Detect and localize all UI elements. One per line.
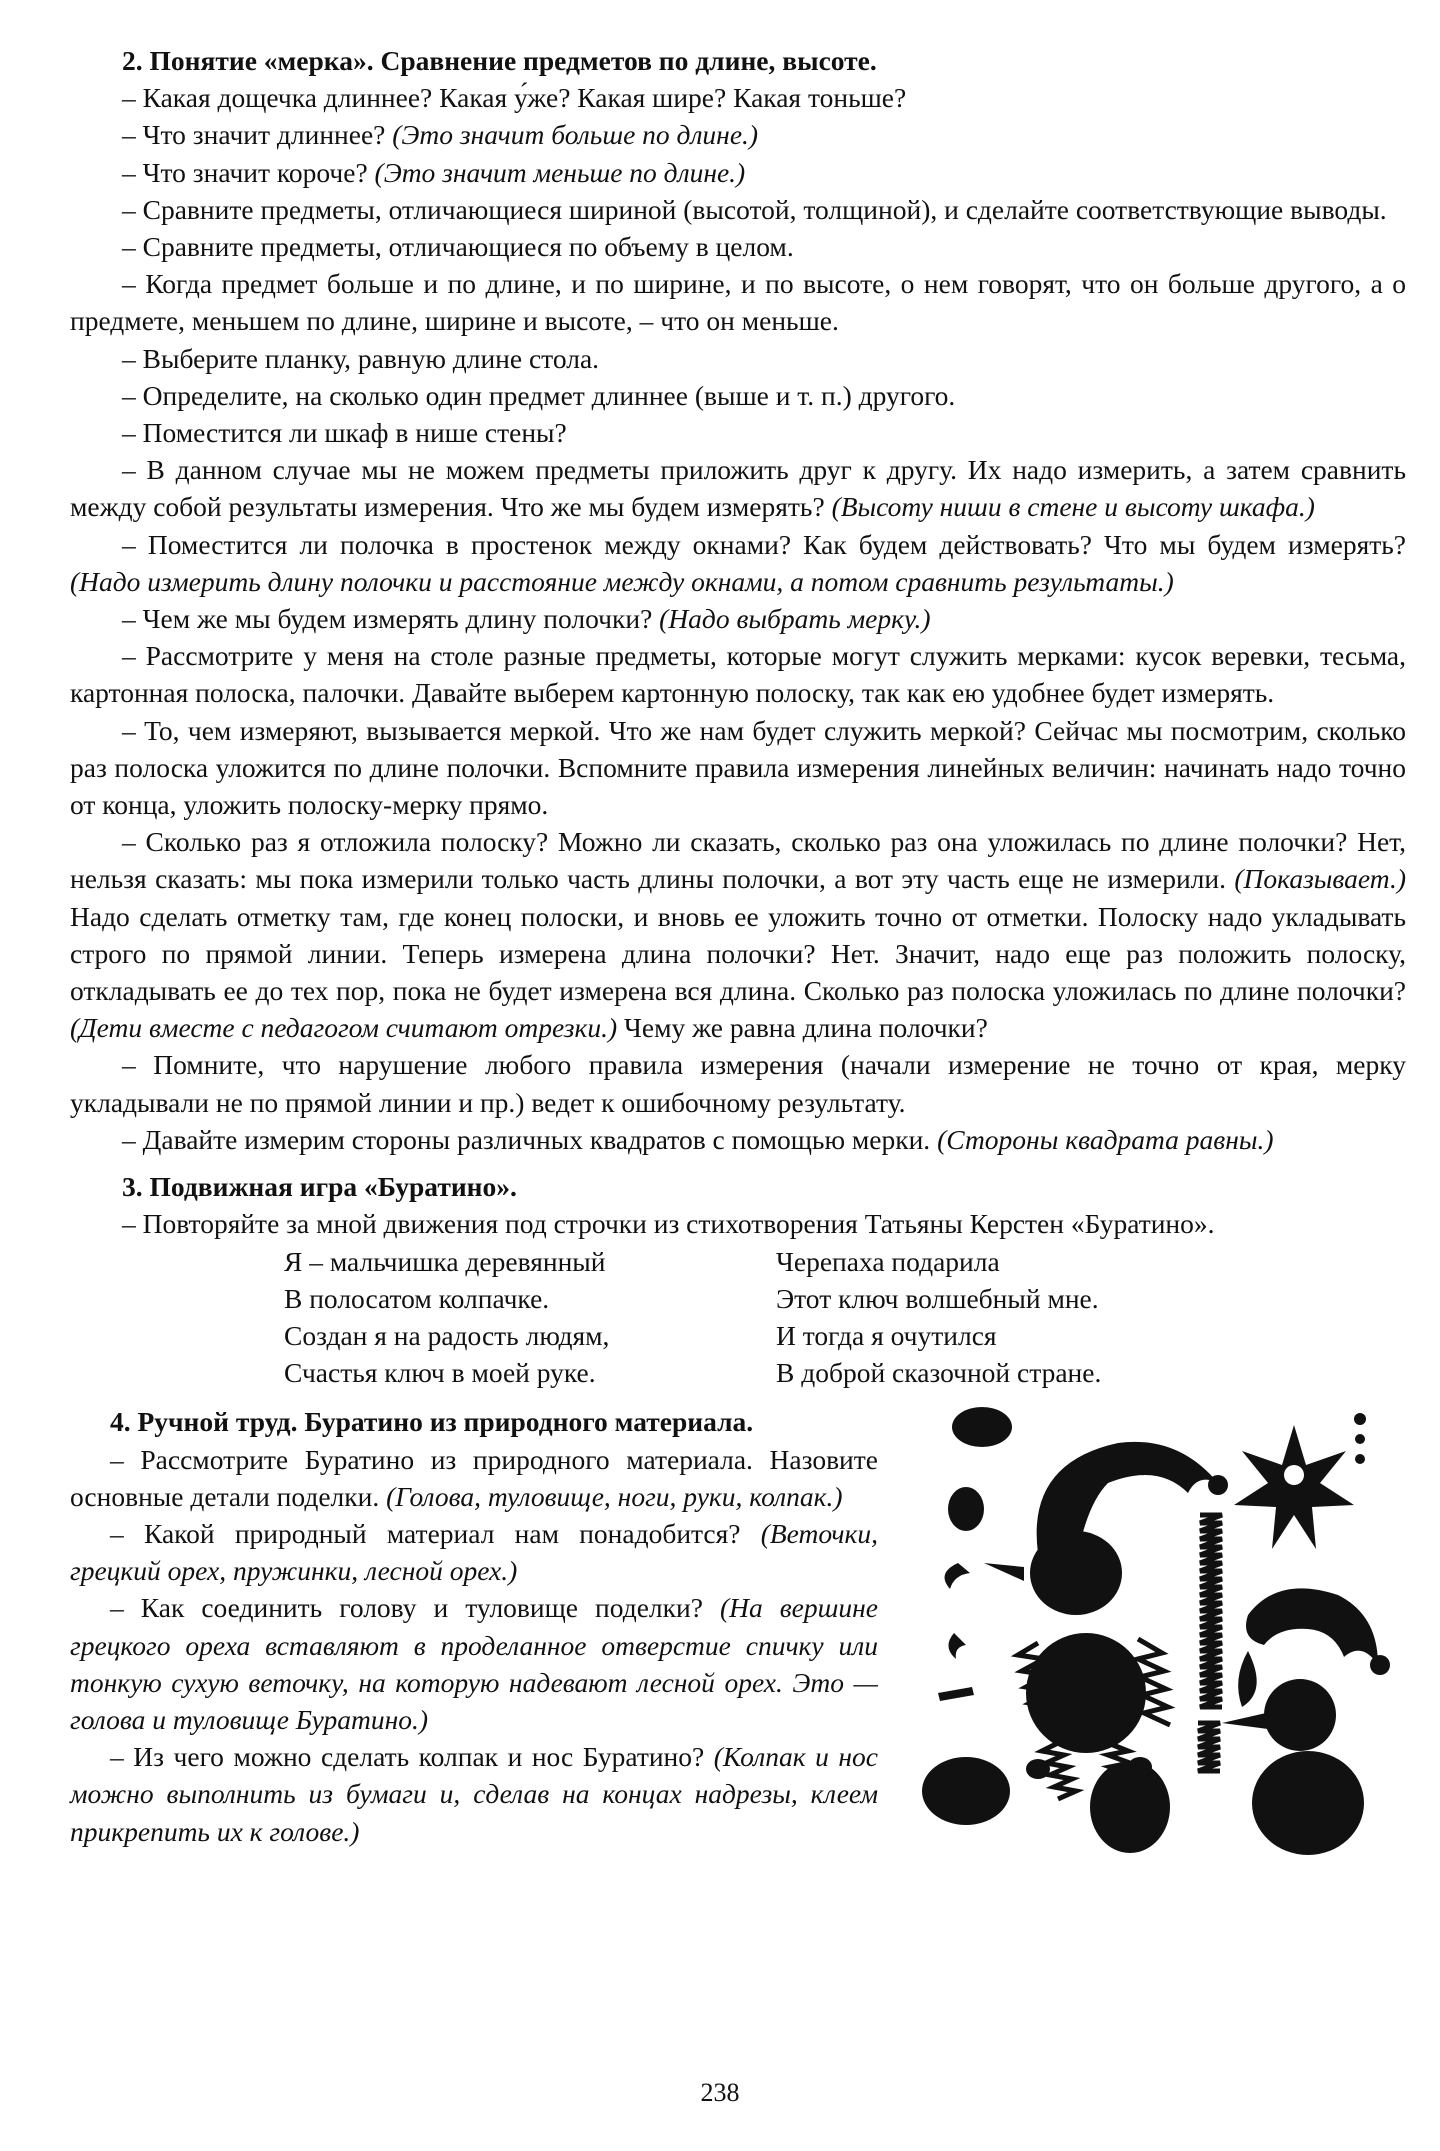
- paragraph: [70, 526, 1406, 600]
- cap-tip: [1370, 1655, 1390, 1675]
- paragraph: [70, 116, 1406, 153]
- paragraph: [70, 1441, 878, 1515]
- paragraph-text: – Давайте измерим стороны различных квадратов с помощью мерки.: [122, 1123, 938, 1155]
- paragraph: [70, 377, 1406, 414]
- cap-brim: [1238, 1651, 1257, 1707]
- star-center: [1284, 1465, 1304, 1485]
- paragraph: [70, 191, 1406, 228]
- paragraph-text: – Рассмотрите Буратино из природного материала. Назовите основные детали поделки.: [70, 1443, 878, 1512]
- paragraph-text: – Сравните предметы, отличающиеся по объему в целом.: [122, 231, 794, 263]
- paragraph-text: – Какой природный материал нам понадобится?: [110, 1517, 761, 1549]
- nose-part: [1222, 1713, 1268, 1729]
- paragraph-note: (Веточки, грецкий орех, пружинки, лесной орех.): [70, 1517, 878, 1587]
- paragraph: [70, 451, 1406, 525]
- paragraph: [70, 637, 1406, 711]
- poem-line: В доброй сказочной стране.: [776, 1357, 1102, 1389]
- paragraph-text: Чему же равна длина полочки?: [617, 1012, 988, 1044]
- paragraph-text: – Рассмотрите у меня на столе разные предметы, которые могут служить мерками: кусок веревки, тесьма, картонная полоска, палочки. Давайте выберем картонную полоску, так как ею удобнее будет измерять.: [70, 640, 1406, 709]
- paragraph-text: – Какая дощечка длиннее? Какая у́же? Какая шире? Какая тоньше?: [122, 82, 907, 114]
- page-number: 238: [700, 2078, 740, 2107]
- section-4-heading: 4. Ручной труд. Буратино из природного материала.: [110, 1406, 754, 1438]
- paragraph-text: – В данном случае мы не можем предметы приложить друг к другу. Их надо измерить, а затем сравнить между собой результаты измерения. Что же мы будем измерять?: [70, 454, 1406, 523]
- cap-part: [1246, 1589, 1378, 1666]
- paragraph-note: (На вершине грецкого ореха вставляют в проделанное отверстие спичку или тонкую сухую веточку, на которую надевают лесной орех. Это — голова и туловище Буратино.): [70, 1592, 878, 1735]
- nose-part: [948, 1633, 966, 1659]
- walnut-part: [1252, 1751, 1364, 1855]
- paragraph-text: – Как соединить голову и туловище поделки?: [110, 1592, 720, 1624]
- paragraph-text: – Определите, на сколько один предмет длиннее (выше и т. п.) другого.: [122, 379, 956, 411]
- buratino-figure: [918, 1403, 1398, 1889]
- cap-tip: [1208, 1475, 1228, 1495]
- section-2-tail: [70, 1046, 1406, 1158]
- paragraph-note: (Это значит меньше по длине.): [374, 156, 746, 188]
- paragraph: [70, 1589, 878, 1738]
- paragraph-text: – Когда предмет больше и по длине, и по ширине, и по высоте, о нем говорят, что он больше другого, а о предмете, меньшем по длине, ширине и высоте, – что он меньше.: [70, 268, 1406, 337]
- paragraph-note: (Дети вместе с педагогом считают отрезки.): [70, 1012, 618, 1044]
- section-4-text: [70, 1403, 878, 1889]
- paragraph-text: – Выберите планку, равную длине стола.: [122, 342, 600, 374]
- paragraph-text: – Что значит короче?: [122, 156, 375, 188]
- paragraph: [70, 414, 1406, 451]
- page-content: [70, 42, 1406, 1889]
- paragraph: [70, 712, 1406, 824]
- buratino-illustration: [918, 1403, 1398, 1889]
- section-3-heading: 3. Подвижная игра «Буратино».: [122, 1171, 517, 1203]
- section-2-heading: 2. Понятие «мерка». Сравнение предметов по длине, высоте.: [122, 45, 877, 76]
- hazelnut-part: [948, 1487, 984, 1531]
- paragraph-text: – Чем же мы будем измерять длину полочки?: [122, 603, 660, 635]
- paragraph-text: – Что значит длиннее?: [122, 119, 393, 151]
- cap-part: [945, 1563, 970, 1589]
- paragraph-note: (Надо выбрать мерку.): [659, 603, 931, 635]
- paragraph: [70, 600, 1406, 637]
- dot: [1354, 1413, 1366, 1425]
- poem-line: Этот ключ волшебный мне.: [776, 1282, 1099, 1314]
- paragraph: [70, 1121, 1406, 1158]
- poem-line: Создан я на радость людям,: [284, 1319, 610, 1351]
- poem-right-column: [776, 1243, 1268, 1392]
- paragraph-text: Надо сделать отметку там, где конец полоски, и вновь ее уложить точно от отметки. Полоску надо укладывать строго по прямой линии. Теперь измерена длина полочки? Нет. Значит, надо еще раз положить полоску, откладывать ее до тех пор, пока не будет измерена вся длина. Сколько раз полоска уложилась по длине полочки?: [70, 900, 1406, 1007]
- paragraph-text: – Поместится ли полочка в простенок между окнами? Как будем действовать? Что мы будем измерять?: [122, 528, 1406, 560]
- paragraph-text: – Из чего можно сделать колпак и нос Буратино?: [110, 1741, 714, 1773]
- paragraph-note: (Это значит больше по длине.): [392, 119, 759, 151]
- paragraph: [70, 228, 1406, 265]
- buratino-nose: [984, 1563, 1024, 1581]
- paragraph: [70, 265, 1406, 339]
- paragraph-note: (Высоту ниши в стене и высоту шкафа.): [831, 491, 1315, 523]
- poem-line: Черепаха подарила: [776, 1245, 1000, 1277]
- paragraph: [70, 154, 1406, 191]
- paragraph-text: – Сколько раз я отложила полоску? Можно ли сказать, сколько раз она уложилась по длине полочки? Нет, нельзя сказать: мы пока измерили только часть длины полочки, а вот эту часть еще не измерили.: [70, 826, 1406, 895]
- buratino-head: [1030, 1531, 1122, 1615]
- poem-line: В полосатом колпачке.: [284, 1282, 550, 1314]
- buratino-hand: [1026, 1759, 1050, 1779]
- paragraph: [70, 79, 1406, 116]
- paragraph: [70, 1515, 878, 1589]
- poem-line: И тогда я очутился: [776, 1319, 997, 1351]
- buratino-hand: [1128, 1757, 1152, 1777]
- paragraph: [70, 340, 1406, 377]
- star-part: [1234, 1425, 1354, 1549]
- poem: [284, 1243, 1406, 1392]
- paragraph-text: – То, чем измеряют, вызывается меркой. Что же нам будет служить меркой? Сейчас мы посмотрим, сколько раз полоска уложится по длине полочки. Вспомните правила измерения линейных величин: начинать надо точно от конца, уложить полоску-мерку прямо.: [70, 714, 1406, 821]
- poem-left-column: [284, 1243, 776, 1392]
- dot: [1355, 1434, 1365, 1444]
- paragraph-measure-shelf: [70, 823, 1406, 1046]
- paragraph-text: – Сравните предметы, отличающиеся шириной (высотой, толщиной), и сделайте соответствующие выводы.: [122, 193, 1387, 225]
- section-4-body: [70, 1441, 878, 1850]
- section-2-body: [70, 79, 1406, 823]
- paragraph-note: (Стороны квадрата равны.): [937, 1123, 1274, 1155]
- paragraph-note: (Голова, туловище, ноги, руки, колпак.): [386, 1480, 843, 1512]
- hazelnut-part: [952, 1407, 1012, 1447]
- paragraph-text: – Помните, что нарушение любого правила измерения (начали измерение не точно от края, мерку укладывали не по прямой линии и пр.) ведет к ошибочному результату.: [70, 1049, 1406, 1118]
- section-3-intro: – Повторяйте за мной движения под строчки из стихотворения Татьяны Керстен «Буратино».: [122, 1208, 1215, 1240]
- walnut-part: [922, 1757, 1010, 1825]
- paragraph: [70, 1046, 1406, 1120]
- dot: [1355, 1454, 1365, 1464]
- paragraph-note: (Показывает.): [1234, 863, 1406, 895]
- head-part: [1264, 1679, 1336, 1751]
- paragraph-text: – Поместится ли шкаф в нише стены?: [122, 417, 567, 449]
- paragraph: [70, 1738, 878, 1850]
- poem-line: Я – мальчишка деревянный: [284, 1245, 606, 1277]
- poem-line: Счастья ключ в моей руке.: [284, 1357, 596, 1389]
- paragraph-note: (Колпак и нос можно выполнить из бумаги и, сделав на концах надрезы, клеем прикрепить их к голове.): [70, 1741, 878, 1847]
- twig-part: [938, 1687, 974, 1701]
- section-4: [70, 1403, 1406, 1889]
- paragraph-note: (Надо измерить длину полочки и расстояние между окнами, а потом сравнить результаты.): [70, 565, 1174, 597]
